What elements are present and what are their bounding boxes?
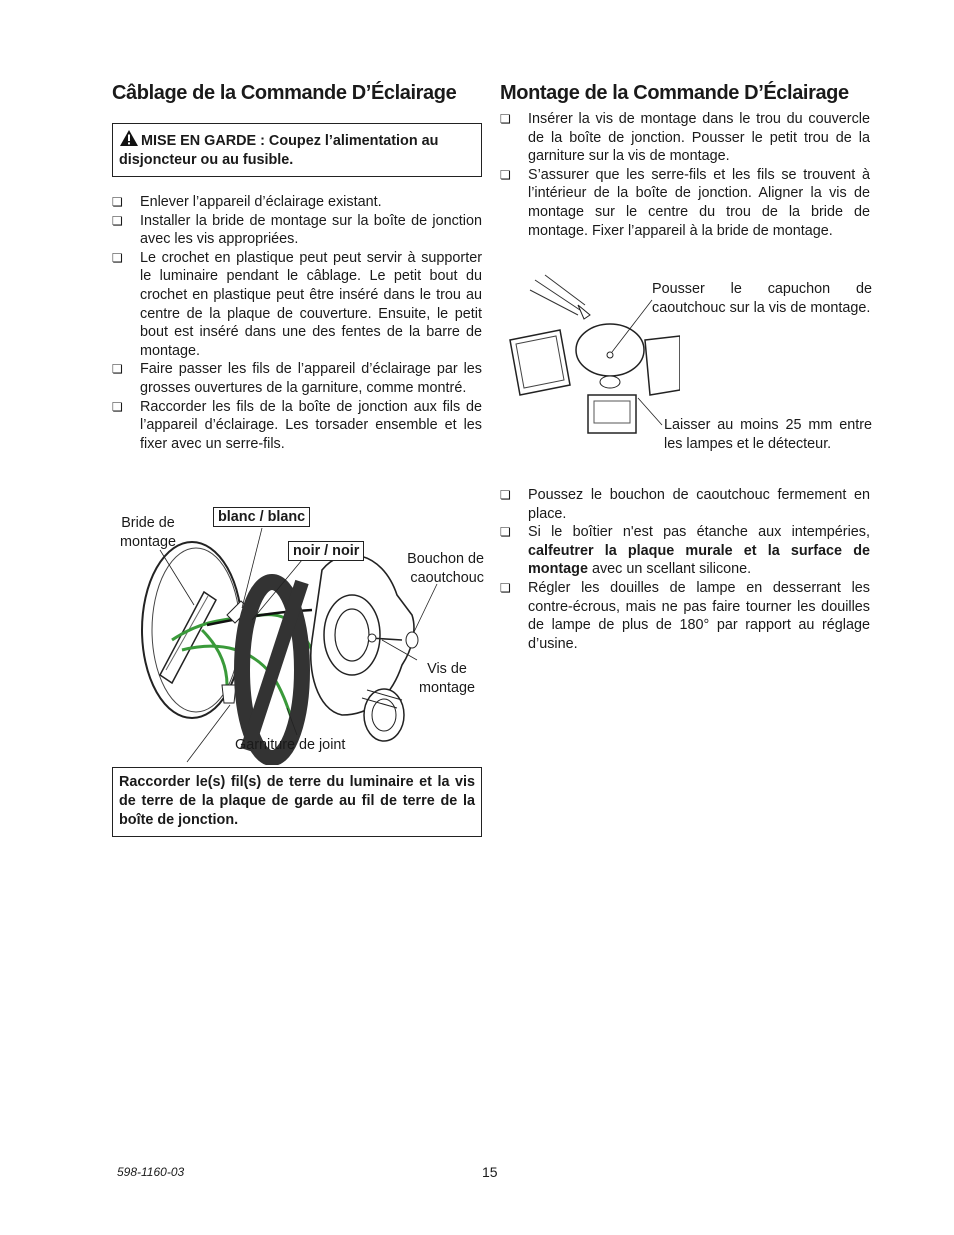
label-capuchon: Pousser le capuchon de caoutchouc sur la vis de montage. (652, 281, 872, 316)
document-code: 598-1160-03 (117, 1165, 185, 1179)
label-laisser: Laisser au moins 25 mm entre les lampes et le détecteur. (664, 417, 872, 452)
warning-box (112, 123, 482, 177)
right-steps-2 (500, 486, 870, 653)
list-item: ❏ S’assurer que les serre-fils et les fils se trouvent à l’intérieur de la boîte de jonction. Aligner la vis de montage sur le centre du trou de la bride de montage. Fixer l’appareil à la bride de montage. (500, 166, 870, 240)
label-vis: Vis de montage (418, 661, 475, 696)
list-item: ❏ Faire passer les fils de l’appareil d’éclairage par les grosses ouvertures de la garniture, comme montré. (112, 360, 482, 397)
left-steps (112, 193, 482, 453)
label-bouchon: Bouchon de caoutchouc (407, 551, 484, 586)
list-item: ❏ Enlever l’appareil d’éclairage existant. (112, 193, 482, 212)
left-heading: Câblage de la Commande D’Éclairage (112, 82, 457, 104)
page-number: 15 (482, 1164, 498, 1180)
label-bride: Bride de montage (119, 515, 176, 550)
list-item: ❏ Insérer la vis de montage dans le trou du couvercle de la boîte de jonction. Pousser le petit trou de la garniture sur la vis de montage. (500, 110, 870, 166)
warning-text: MISE EN GARDE : Coupez l’alimentation au disjoncteur ou au fusible. (119, 133, 439, 168)
right-steps (500, 110, 870, 240)
label-garniture: Garniture de joint (235, 737, 346, 753)
warning-triangle-icon (119, 129, 139, 147)
list-item: ❏ Installer la bride de montage sur la boîte de jonction avec les vis appropriées. (112, 212, 482, 249)
list-item: ❏ Poussez le bouchon de caoutchouc fermement en place. (500, 486, 870, 523)
text-run: Si le boîtier n'est pas étanche aux intempéries, (528, 524, 870, 541)
label-blanc: blanc / blanc (213, 507, 310, 527)
right-heading: Montage de la Commande D’Éclairage (500, 82, 849, 104)
list-item: ❏ Le crochet en plastique peut peut servir à supporter le luminaire pendant le câblage. Le petit bout du crochet en plastique peut être inséré dans le trou au centre de la plaque de couverture. Ensuite, le petit bout est inséré dans une des fentes de la barre de montage. (112, 249, 482, 361)
list-item (500, 523, 870, 579)
text-run-bold: calfeutrer la plaque murale et la surface de montage (528, 542, 870, 578)
ground-note-box: Raccorder le(s) fil(s) de terre du luminaire et la vis de terre de la plaque de garde au fil de terre de la boîte de jonction. (112, 767, 482, 837)
label-noir: noir / noir (288, 541, 364, 561)
text-run: avec un scellant silicone. (587, 561, 752, 578)
list-item: ❏ Raccorder les fils de la boîte de jonction aux fils de l’appareil d’éclairage. Les torsader ensemble et les fixer avec un serre-fils. (112, 398, 482, 454)
list-item: ❏ Régler les douilles de lampe en desserrant les contre-écrous, mais ne pas faire tourner les douilles de lampe de plus de 180° par rapport au réglage d’usine. (500, 579, 870, 653)
